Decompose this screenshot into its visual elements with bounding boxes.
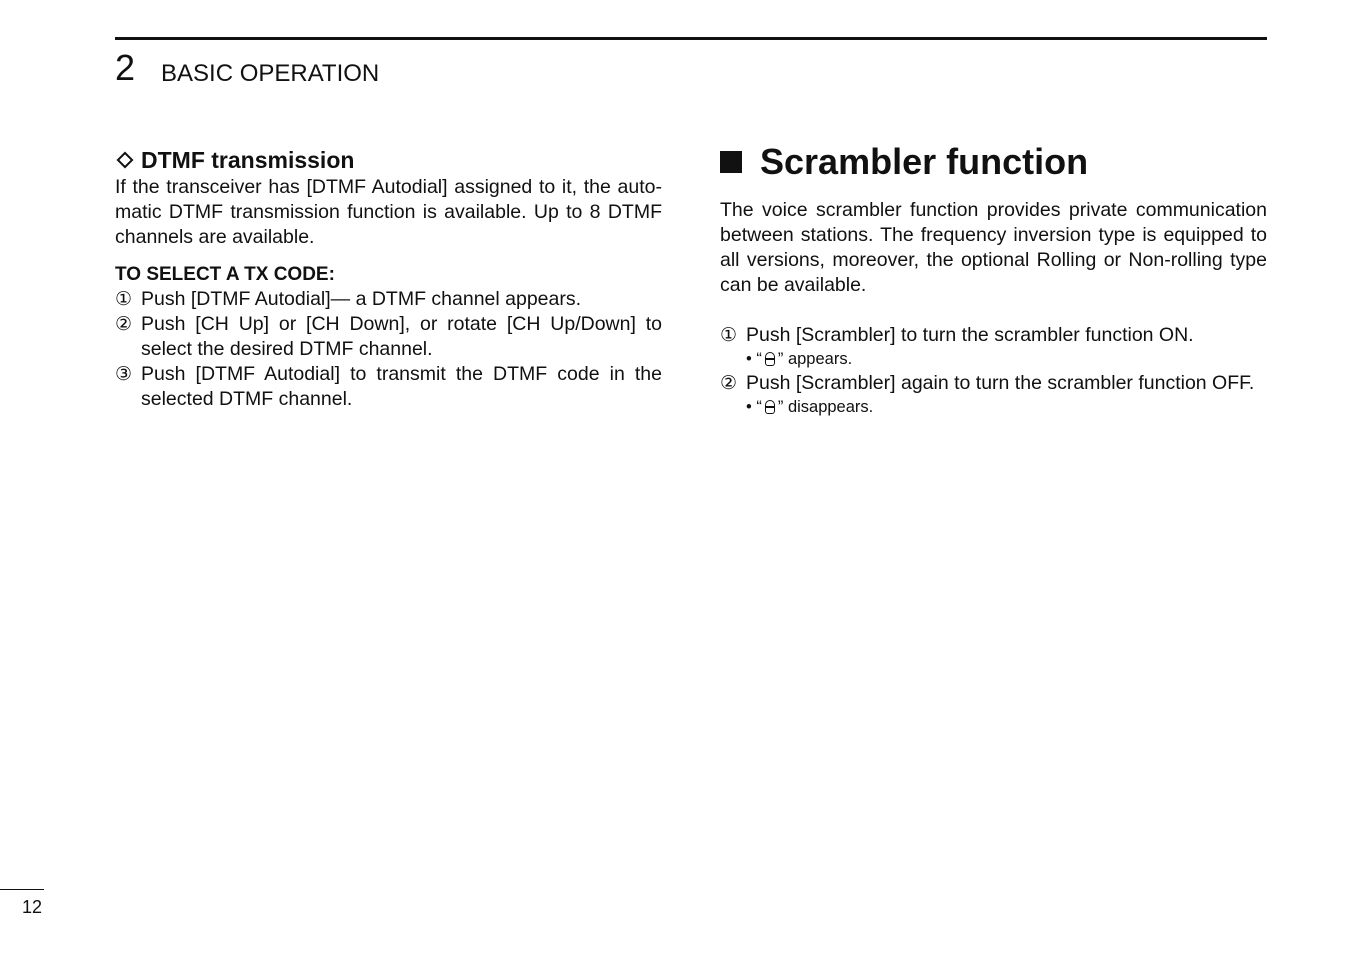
step-number: ①	[720, 324, 738, 346]
bullet-suffix: ” appears.	[777, 350, 853, 368]
step-text: Push [DTMF Autodial] to transmit the DTMF code in the selected DTMF channel.	[141, 363, 662, 410]
scrambler-bullet-1	[720, 348, 1267, 371]
step-number: ①	[115, 288, 133, 310]
scrambler-heading-text: Scrambler function	[760, 141, 1089, 182]
page-number: 12	[22, 897, 43, 917]
scrambler-bullet-2	[720, 396, 1267, 419]
step-number: ③	[115, 363, 133, 385]
bullet-prefix: • “	[746, 398, 762, 416]
scrambler-step-2	[720, 371, 1267, 396]
dtmf-intro: If the transceiver has [DTMF Autodial] assigned to it, the auto-matic DTMF transmission function is available. Up to 8 DTMF channels are available.	[115, 176, 662, 248]
chapter-number: 2	[115, 47, 136, 88]
scrambler-section	[720, 140, 1267, 419]
diamond-icon	[117, 152, 134, 169]
dtmf-heading	[115, 145, 662, 175]
step-text: Push [DTMF Autodial]— a DTMF channel appears.	[141, 288, 582, 310]
step-number: ②	[115, 313, 133, 335]
step-text: Push [Scrambler] again to turn the scrambler function OFF.	[746, 372, 1255, 394]
scrambler-intro: The voice scrambler function provides private communication between stations. The frequency inversion type is equipped to all versions, moreover, the optional Rolling or Non-rolling type can be available.	[720, 199, 1267, 296]
step-number: ②	[720, 372, 738, 394]
bullet-suffix: ” disappears.	[777, 398, 874, 416]
footer-rule	[0, 889, 44, 890]
dtmf-label: TO SELECT A TX CODE:	[115, 264, 335, 285]
scrambler-step-1	[720, 323, 1267, 348]
scrambler-heading	[720, 140, 1267, 184]
chapter-title: BASIC OPERATION	[161, 60, 380, 87]
dtmf-section	[115, 145, 662, 412]
dtmf-step-1	[115, 287, 662, 312]
step-text: Push [Scrambler] to turn the scrambler function ON.	[746, 324, 1194, 346]
dtmf-heading-text: DTMF transmission	[141, 147, 355, 173]
header-rule	[115, 37, 1267, 40]
scrambler-icon	[765, 400, 775, 414]
dtmf-step-3	[115, 362, 662, 412]
dtmf-step-2	[115, 312, 662, 362]
bullet-prefix: • “	[746, 350, 762, 368]
square-icon	[720, 151, 742, 173]
scrambler-icon	[765, 352, 775, 366]
step-text: Push [CH Up] or [CH Down], or rotate [CH Up/Down] to select the desired DTMF channel.	[141, 313, 662, 360]
